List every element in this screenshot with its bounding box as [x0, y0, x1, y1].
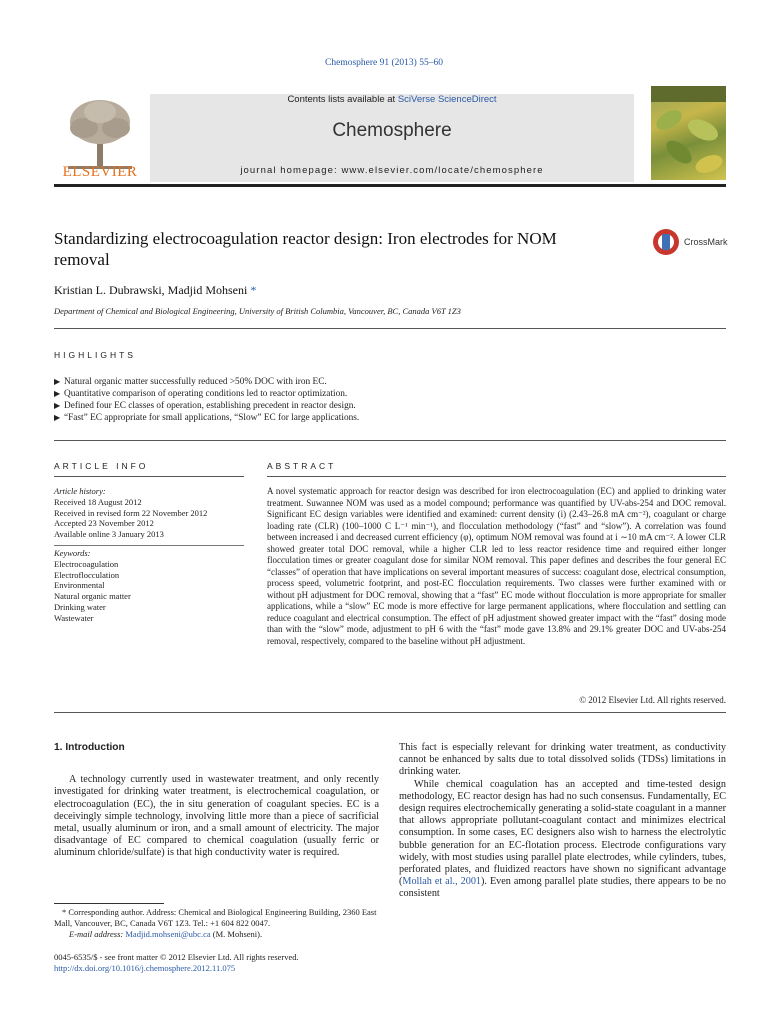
info-divider — [54, 545, 244, 546]
footnote-rule — [54, 903, 164, 904]
triangle-bullet-icon: ▶ — [54, 389, 61, 398]
paragraph-text: While chemical coagulation has an accepted and time-tested design methodology, EC reactor design has had no such consensus. Fundamentally, EC design requires electrochemically generating a solid-state coagulant in a manner that allows appropriate pollutant-coagulant contact and minimizes electrical consumption. In some cases, EC designers also wish to harness the electrolytic bubble generation for an EC-flotation process. Electrode configurations vary widely, with most studies using parallel plate electrodes, while cylinders, tubes, perforated plates, and fluidized reactors have shown no significant advantage ( — [399, 778, 726, 888]
right-column — [399, 742, 726, 901]
keyword: Environmental — [54, 580, 105, 591]
divider — [54, 440, 726, 441]
section-heading: 1. Introduction — [54, 742, 125, 753]
email-suffix: (M. Mohseni). — [212, 929, 263, 939]
issn-line: 0045-6535/$ - see front matter © 2012 Elsevier Ltd. All rights reserved. — [54, 952, 299, 962]
highlight-text: Quantitative comparison of operating conditions led to reactor optimization. — [64, 389, 348, 399]
body-paragraph: This fact is especially relevant for drinking water treatment, as conductivity cannot be enhanced by salts due to total dissolved solids (TDSs) limitations in drinking water. — [399, 742, 726, 778]
footnote-text — [54, 907, 384, 929]
email-link[interactable]: Madjid.mohseni@ubc.ca — [125, 929, 211, 939]
highlights-heading: HIGHLIGHTS — [54, 350, 136, 360]
abstract-rule — [267, 476, 726, 477]
contents-line — [150, 94, 634, 105]
article-title: Standardizing electrocoagulation reactor design: Iron electrodes for NOM removal — [54, 229, 557, 269]
crossmark-badge[interactable] — [652, 228, 732, 258]
journal-cover-image — [651, 86, 726, 180]
affiliation: Department of Chemical and Biological Engineering, University of British Columbia, Vancouver, BC, Canada V6T 1Z3 — [54, 306, 461, 316]
email-label: E-mail address: — [69, 929, 124, 939]
triangle-bullet-icon: ▶ — [54, 377, 61, 386]
corresponding-footnote — [54, 907, 384, 940]
contents-prefix: Contents lists available at — [287, 94, 396, 105]
highlight-item — [54, 376, 726, 388]
doi-link[interactable]: http://dx.doi.org/10.1016/j.chemosphere.2012.11.075 — [54, 963, 236, 973]
authors: Kristian L. Dubrawski, Madjid Mohseni — [54, 283, 248, 297]
elsevier-wordmark: ELSEVIER — [62, 164, 138, 180]
header-rule — [54, 184, 726, 187]
abstract-copyright: © 2012 Elsevier Ltd. All rights reserved. — [579, 695, 726, 705]
footnote-mark: * — [62, 907, 67, 917]
keyword: Wastewater — [54, 612, 94, 623]
highlight-text: Defined four EC classes of operation, establishing precedent in reactor design. — [64, 401, 356, 411]
journal-name: Chemosphere — [332, 120, 452, 141]
keyword: Electrocoagulation — [54, 558, 119, 569]
divider — [54, 328, 726, 329]
abstract-text: A novel systematic approach for reactor design was described for iron electrocoagulation (EC) and applied to drinking water treatment. Suwannee NOM was used as a model compound; performance was quantified by UV-abs-254 and DOC removal. Significant EC design variables were identified and examined: current density (i) (2.43–26.8 mA cm⁻²), coagulant or charge loading rate (CLR) (100–1000 C L⁻¹ min⁻¹), and flocculation methodology (“fast” and “slow”). A correlation was found between increased i and decreased current efficiency (φ), optimum NOM removal was found at i ∼10 mA cm⁻². A lower CLR showed greater total DOC removal, while a higher CLR led to less reactor residence time and required either longer flocculation times or greater coagulant dose for similar NOM removal. This paper defines and describes the four general EC “classes” of operation that have implications on several important measures of success: coagulant dose, electrical consumption, process speed, volumetric footprint, and post-EC flocculation requirements. Two classes were further examined with or without pH adjustment for DOC removal, showing that a “fast” EC mode without flocculation is more appropriate for smaller applications, while a “slow” EC mode is more effective for large permanent applications, where flocculation and settling can reduce coagulant and electrical consumption. The effect of pH adjustment showed greater impact with the “fast” dosing mode than with the “slow” mode, adjustment to pH 6 with the “fast” mode gave 13.8% and 29.1% greater DOC and UV-abs-254 removal, respectively, compared to the baseline without pH adjustment. — [267, 486, 726, 646]
highlight-item — [54, 400, 726, 412]
journal-citation[interactable]: Chemosphere 91 (2013) 55–60 — [325, 58, 443, 68]
sciencedirect-link[interactable]: SciVerse ScienceDirect — [397, 94, 497, 105]
highlights-list — [54, 376, 726, 424]
author-line — [54, 283, 256, 298]
history-item: Available online 3 January 2013 — [54, 529, 164, 540]
keyword: Natural organic matter — [54, 591, 131, 602]
journal-homepage[interactable]: journal homepage: www.elsevier.com/locate/chemosphere — [240, 165, 544, 176]
keywords-label: Keywords: — [54, 547, 91, 558]
paragraph-text: ). Even among parallel plate studies, there appears to be no consistent — [399, 876, 726, 900]
keyword: Drinking water — [54, 601, 106, 612]
intro-paragraph: A technology currently used in wastewater treatment, and only recently investigated for drinking water treatment, is electrochemical coagulation, or electrocoagulation (EC), the in situ generation of coagulant species. EC is a deceivingly simple technology, involving little more than a piece of sacrificial metal, usually aluminum or iron, and a small amount of electricity. The major disadvantage of EC compared to chemical coagulation (usually ferric or aluminum chloride/sulfate) is that high conductivity water is required. — [54, 774, 379, 859]
highlight-item — [54, 412, 726, 424]
triangle-bullet-icon: ▶ — [54, 401, 61, 410]
keyword: Electroflocculation — [54, 569, 120, 580]
article-info-heading: ARTICLE INFO — [54, 461, 149, 471]
crossmark-label: CrossMark — [684, 237, 728, 247]
corresponding-author-mark[interactable]: * — [250, 283, 257, 297]
history-item: Accepted 23 November 2012 — [54, 518, 154, 529]
citation-link[interactable]: Mollah et al., 2001 — [402, 876, 482, 888]
body-paragraph — [399, 779, 726, 901]
triangle-bullet-icon: ▶ — [54, 413, 61, 422]
article-info — [54, 486, 244, 624]
footnote-body: Corresponding author. Address: Chemical and Biological Engineering Building, 2360 East Mall, Vancouver, BC, Canada V6T 1Z3. Tel.: +1 604 822 0047. — [54, 907, 377, 928]
abstract-heading: ABSTRACT — [267, 461, 337, 471]
history-item: Received in revised form 22 November 2012 — [54, 507, 208, 518]
article-info-rule — [54, 476, 244, 477]
highlight-text: “Fast” EC appropriate for small applications, “Slow” EC for large applications. — [64, 413, 360, 423]
crossmark-icon — [652, 228, 680, 256]
page-footer — [54, 952, 384, 974]
divider — [54, 712, 726, 713]
left-column — [54, 742, 379, 860]
email-line — [54, 929, 384, 940]
history-label: Article history: — [54, 486, 106, 496]
cover-leaves — [651, 86, 726, 180]
highlight-text: Natural organic matter successfully reduced >50% DOC with iron EC. — [64, 377, 327, 387]
history-item: Received 18 August 2012 — [54, 496, 142, 507]
highlight-item — [54, 388, 726, 400]
